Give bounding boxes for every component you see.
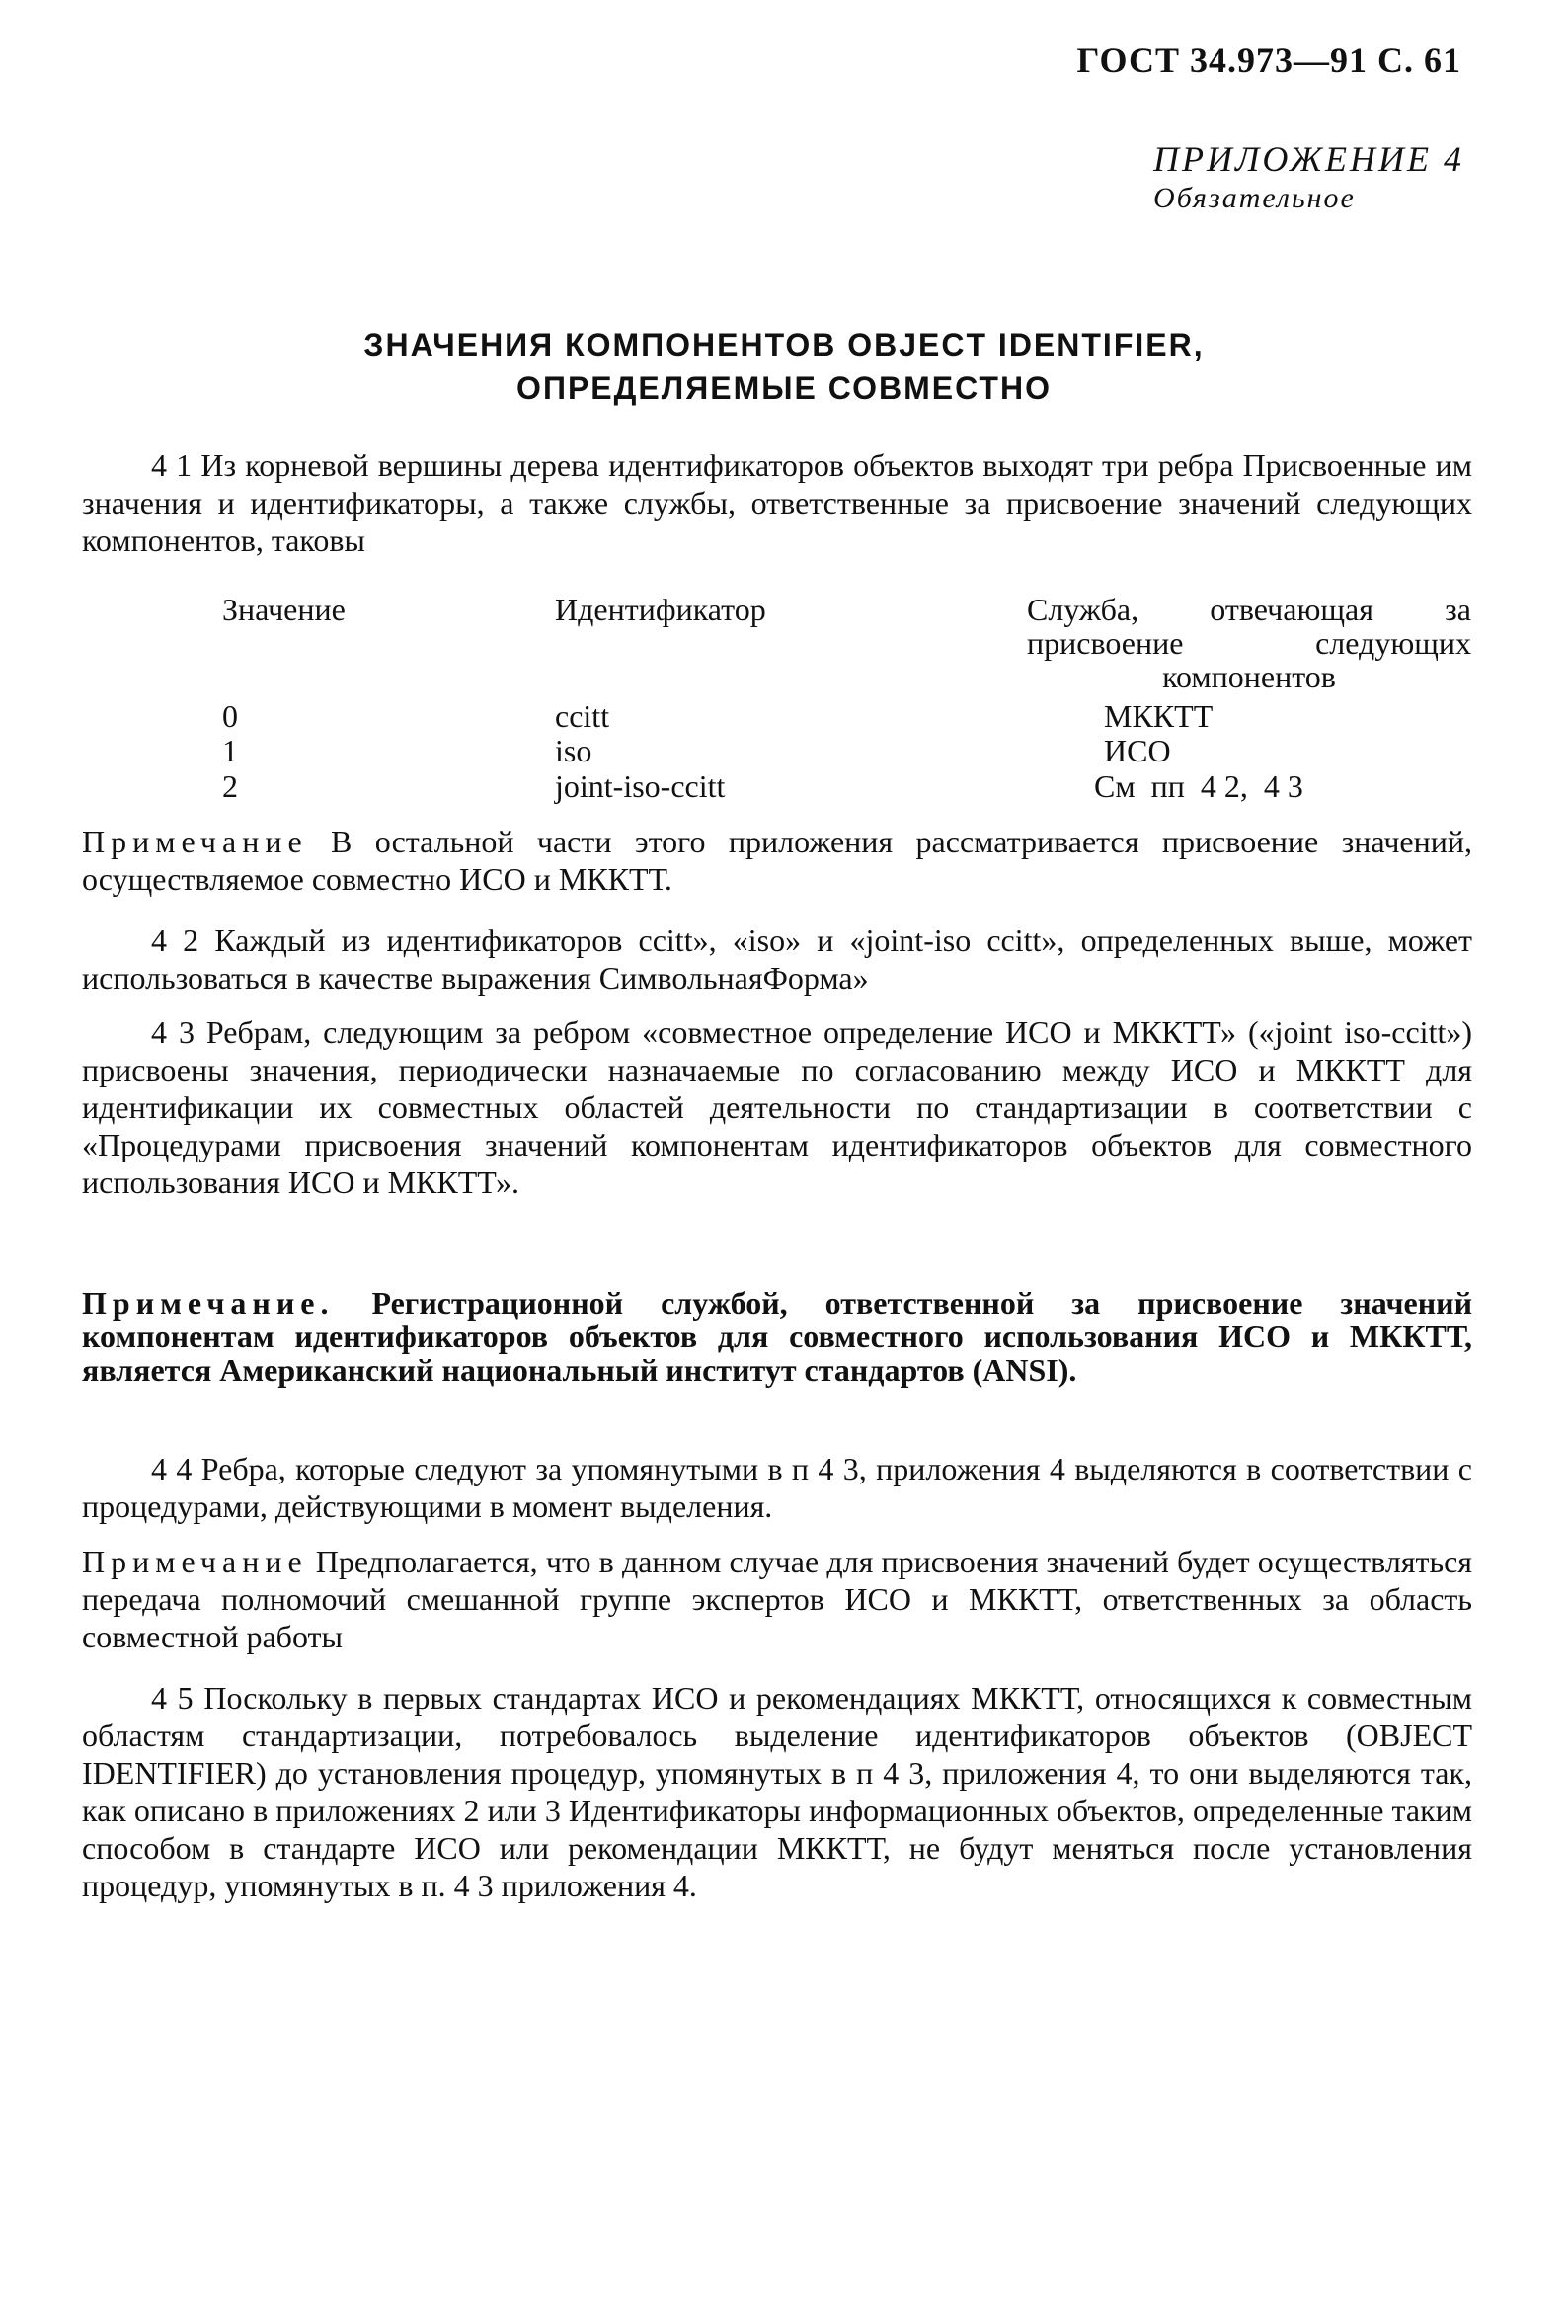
- paragraph-4-5: 4 5 Поскольку в первых стандартах ИСО и рекомендациях МККТТ, относящихся к совместным областям стандартизации, потребовалось выделение идентификаторов объектов (OBJECT IDENTIFIER) до установления процедур, упомянутых в п 4 3, приложения 4, то они выделяются так, как описано в приложениях 2 или 3 Идентификаторы информационных объектов, определенные таким способом в стандарте ИСО или рекомендации МККТТ, не будут меняться после установления процедур, упомянутых в п. 4 3 приложения 4.: [82, 1680, 1472, 1903]
- paragraph-4-1: 4 1 Из корневой вершины дерева идентификаторов объектов выходят три ребра Присвоенные им значения и идентификаторы, а также службы, ответственные за присвоение значений следующих компонентов, таковы: [82, 447, 1472, 558]
- title-line-1: ЗНАЧЕНИЯ КОМПОНЕНТОВ OBJECT IDENTIFIER,: [363, 327, 1205, 362]
- appendix-label: [1153, 138, 1464, 215]
- paragraph-4-3: 4 3 Ребрам, следующим за ребром «совместное определение ИСО и МККТТ» («joint iso-ccitt») присвоены значения, периодически назначаемые по согласованию между ИСО и МККТТ для идентификации их совместных областей деятельности по стандартизации в соответствии с «Процедурами присвоения значений компонентам идентификаторов объектов для совместного использования ИСО и МККТТ».: [82, 1014, 1472, 1200]
- table-header-identifier: Идентификатор: [555, 592, 766, 627]
- table-row-0-service: МККТТ: [1104, 698, 1214, 734]
- note-3-label: Примечание: [82, 1544, 308, 1579]
- appendix-number: ПРИЛОЖЕНИЕ 4: [1153, 139, 1464, 179]
- note-2-label: Примечание.: [82, 1285, 335, 1321]
- appendix-status: Обязательное: [1153, 182, 1356, 214]
- note-3: [82, 1543, 1472, 1655]
- note-3-text: Предполагается, что в данном случае для присвоения значений будет осуществляться передача полномочий смешанной группе экспертов ИСО и МККТТ, ответственных за область совместной работы: [82, 1544, 1472, 1654]
- note-1-label: Примечание: [82, 824, 308, 859]
- table-row-1-value: 1: [222, 733, 238, 768]
- table-row-0-identifier: ccitt: [555, 698, 610, 734]
- document-title: [0, 323, 1568, 410]
- table-row-2-identifier: joint-iso-ccitt: [555, 768, 726, 804]
- running-head: ГОСТ 34.973—91 С. 61: [1076, 40, 1461, 80]
- paragraph-4-2: 4 2 Каждый из идентификаторов ccitt», «iso» и «joint-iso ccitt», определенных выше, может использоваться в качестве выражения СимвольнаяФорма»: [82, 922, 1472, 996]
- table-header-value: Значение: [222, 592, 346, 627]
- paragraph-4-4: 4 4 Ребра, которые следуют за упомянутыми в п 4 3, приложения 4 выделяются в соответствии с процедурами, действующими в момент выделения.: [82, 1451, 1472, 1524]
- table-row-2-service: См пп 4 2, 4 3: [1094, 768, 1303, 804]
- table-row-1-identifier: iso: [555, 733, 592, 768]
- table-header-service: Служба, отвечающая за присвоение следующих компонентов: [1027, 592, 1471, 694]
- title-line-2: ОПРЕДЕЛЯЕМЫЕ СОВМЕСТНО: [516, 370, 1052, 406]
- note-1: [82, 823, 1472, 898]
- note-2: [82, 1286, 1472, 1387]
- note-1-text: В остальной части этого приложения рассматривается присвоение значений, осуществляемое совместно ИСО и МККТТ.: [82, 824, 1472, 897]
- table-row-0-value: 0: [222, 698, 238, 734]
- table-row-1-service: ИСО: [1104, 733, 1171, 768]
- table-row-2-value: 2: [222, 768, 238, 804]
- note-2-text: Регистрационной службой, ответственной за присвоение значений компонентам идентификаторов объектов для совместного использования ИСО и МККТТ, является Американский национальный институт стандартов (ANSI).: [82, 1285, 1472, 1388]
